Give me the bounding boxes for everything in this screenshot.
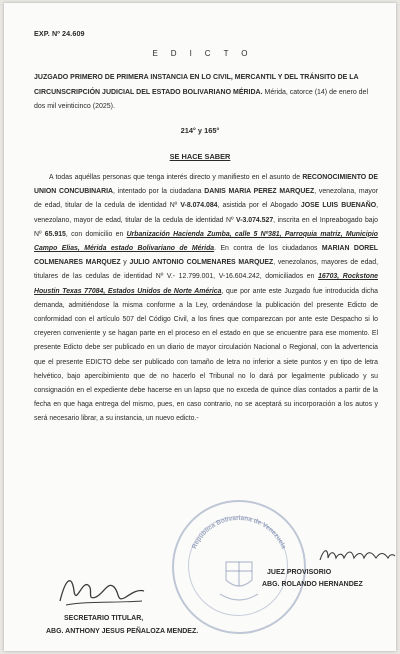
plaintiff-id: V-8.074.084 xyxy=(180,202,218,210)
body-text: , asistida por el Abogado xyxy=(217,202,301,210)
judge-signature xyxy=(318,546,396,566)
court-date: Mérida, catorce (14) de enero del dos mil veinticinco (2025). xyxy=(34,88,369,110)
body-text: . En contra de los ciudadanos xyxy=(214,245,322,253)
inpreabogado-number: 65.915 xyxy=(44,230,66,238)
body-text: y xyxy=(120,259,130,267)
body-text: A todas aquéllas personas que tenga interés directo y manifiesto en el asunto de xyxy=(49,174,303,181)
body-text: , que por ante este Juzgado fue introducida dicha demanda, admitiéndose la misma conforme a la Ley, ordenándose la publicación del presente Edicto de conformidad con el artículo 507 del Código Civil, a los fines que comparezcan por ante este Despacho si lo creyeren conveniente y se hagan parte en el proceso en el estado en que se encuentre para ese momento. El presente Edicto debe ser publicado en un diario de mayor circulación Nacional o Regional, con la advertencia que el presente EDICTO debe ser publicado con tamaño de letra no inferior a siete puntos y en tipo de letra helvético, bajo apercibimiento que de no hacerlo el Tribunal no lo dará por legalmente publicado y su consignación en el expediente debe hacerse en un lapso que no exceda de quince días contados a partir de la fecha en que haga entrega del mismo, pues, en caso contrario, no se aceptará su incorporación a los autos y será necesario librar, a su instancia, un nuevo edicto.- xyxy=(34,287,378,423)
court-seal xyxy=(172,500,306,634)
seal-text: República Bolivariana de Venezuela xyxy=(190,514,288,551)
expediente-number: EXP. Nº 24.609 xyxy=(34,29,85,38)
court-header xyxy=(34,71,376,115)
defendant-name-2: JULIO ANTONIO COLMENARES MARQUEZ xyxy=(129,259,274,267)
secretary-title: SECRETARIO TITULAR, xyxy=(64,615,144,622)
secretary-signature xyxy=(56,571,148,609)
body-text: , inscrita en el Inpreabogado bajo Nº xyxy=(34,216,378,238)
judge-name: ABG. ROLANDO HERNANDEZ xyxy=(262,581,363,588)
defendant-address: 16703, Rockstone Houstin Texas 77084, Estados Unidos de Norte América xyxy=(34,273,379,295)
edict-body xyxy=(34,171,378,427)
attorney-name: JOSE LUIS BUENAÑO xyxy=(300,202,377,210)
case-type: RECONOCIMIENTO DE UNION CONCUBINARIA xyxy=(34,174,378,196)
body-text: , intentado por la ciudadana xyxy=(112,188,205,196)
attorney-id: V-3.074.527 xyxy=(236,216,274,224)
plaintiff-name: DANIS MARIA PEREZ MARQUEZ xyxy=(204,188,315,196)
body-text: , con domicilio en xyxy=(65,230,127,238)
defendant-name-1: MARIAN DOREL COLMENARES MARQUEZ xyxy=(34,245,379,267)
seal-emblem xyxy=(174,502,304,632)
judge-title: JUEZ PROVISORIO xyxy=(267,569,332,576)
secretary-name: ABG. ANTHONY JESUS PEÑALOZA MENDEZ. xyxy=(46,628,199,635)
year-reference: 214° y 165° xyxy=(180,126,220,135)
body-text: , venezolano, mayor de edad, titular de la cedula de identidad Nº xyxy=(34,202,378,224)
plaintiff-address: Urbanización Hacienda Zumba, calle 5 Nº381, Parroquia matriz, Municipio Campo Elias, Mérida estado Bolivariano de Mérida xyxy=(34,230,378,253)
document-page xyxy=(4,3,396,651)
body-text: , venezolana, mayor de edad, titular de la cedula de identidad Nº xyxy=(34,188,378,210)
court-name: JUZGADO PRIMERO DE PRIMERA INSTANCIA EN LO CIVIL, MERCANTIL Y DEL TRÁNSITO DE LA CIRCUNSCRIPCIÓN JUDICIAL DEL ESTADO BOLIVARIANO MÉRIDA. xyxy=(34,74,359,96)
document-title: EDICTO xyxy=(152,49,261,58)
section-heading: SE HACE SABER xyxy=(169,152,231,161)
body-text: , venezolanos, mayores de edad, titulares de las cedulas de identidad Nº V.- 12.799.001, V-16.604.242, domiciliados en xyxy=(34,259,379,281)
svg-text:República Bolivariana de Venez xyxy=(191,515,287,550)
